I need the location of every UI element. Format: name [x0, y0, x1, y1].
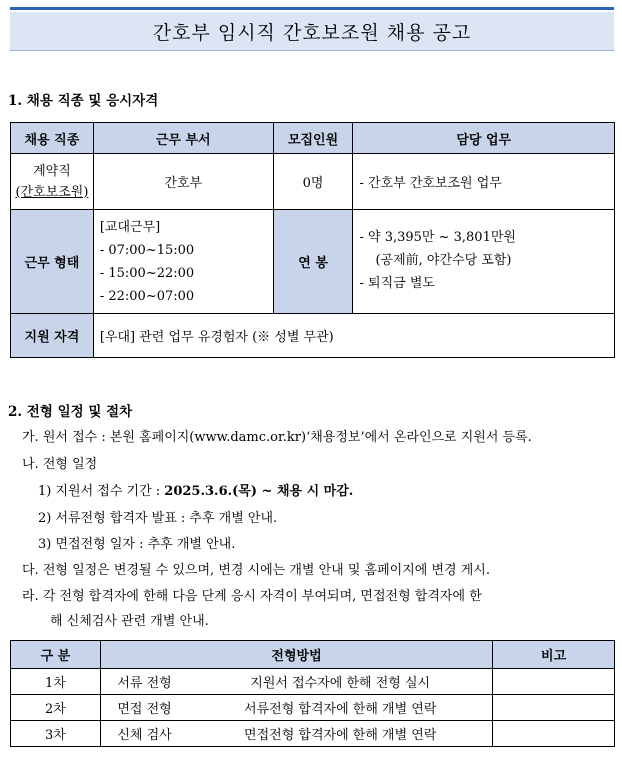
- step-1-prefix: 1) 지원서 접수 기간 :: [38, 484, 165, 499]
- work-type-label: 근무 형태: [11, 210, 94, 314]
- salary-cell: [353, 210, 615, 314]
- title-top-rule: [10, 7, 614, 10]
- stage-cell: 3차: [11, 721, 101, 747]
- header-duty: 담당 업무: [353, 123, 615, 154]
- section1-heading: 1. 채용 직종 및 응시자격: [8, 93, 159, 109]
- page-title: 간호부 임시직 간호보조원 채용 공고: [10, 12, 614, 51]
- para-ra-line1: 라. 각 전형 합격자에 한해 다음 단계 응시 자격이 부여되며, 면접전형 합격자에 한: [22, 589, 482, 604]
- job-table-row: [11, 154, 615, 210]
- job-type-cell: [11, 154, 94, 210]
- process-row: [11, 695, 615, 721]
- header-job-type: 채용 직종: [11, 123, 94, 154]
- para-ra-line2: 해 신체검사 관련 개별 안내.: [50, 614, 209, 629]
- section2-heading: 2. 전형 일정 및 절차: [8, 404, 133, 420]
- header-method: 전형방법: [100, 641, 492, 669]
- process-table: [10, 640, 615, 747]
- process-row: [11, 721, 615, 747]
- step-3: 3) 면접전형 일자 : 추후 개별 안내.: [38, 537, 236, 552]
- method-cell: 신체 검사: [100, 721, 188, 747]
- work-type-cell: [93, 210, 273, 314]
- job-table-header-row: [11, 123, 615, 154]
- job-table: [10, 122, 615, 358]
- note-cell: [493, 669, 615, 695]
- count-cell: 0명: [273, 154, 353, 210]
- salary-line: (공제前, 야간수당 포함): [375, 253, 512, 268]
- stage-cell: 2차: [11, 695, 101, 721]
- shift-line: - 15:00~22:00: [99, 265, 195, 281]
- method-cell: 서류 전형: [100, 669, 188, 695]
- salary-label: 연 봉: [273, 210, 353, 314]
- title-banner: [10, 7, 614, 51]
- qualification-cell: [우대] 관련 업무 유경험자 (※ 성별 무관): [93, 314, 614, 358]
- process-row: [11, 669, 615, 695]
- desc-cell: 서류전형 합격자에 한해 개별 연락: [188, 695, 492, 721]
- method-cell: 면접 전형: [100, 695, 188, 721]
- job-type-line1: 계약직: [33, 163, 71, 179]
- stage-cell: 1차: [11, 669, 101, 695]
- step-2: 2) 서류전형 합격자 발표 : 추후 개별 안내.: [38, 511, 278, 526]
- job-type-line2: (간호보조원): [15, 184, 89, 200]
- salary-line: - 퇴직금 별도: [359, 276, 435, 291]
- shift-line: - 07:00~15:00: [99, 242, 195, 258]
- shift-line: - 22:00~07:00: [99, 288, 195, 304]
- duty-cell: - 간호부 간호보조원 업무: [353, 154, 615, 210]
- qualification-row: [11, 314, 615, 358]
- note-cell: [493, 721, 615, 747]
- step-1: [38, 480, 353, 499]
- note-cell: [493, 695, 615, 721]
- qualification-label: 지원 자격: [11, 314, 94, 358]
- process-header-row: [11, 641, 615, 669]
- para-da: 다. 전형 일정은 변경될 수 있으며, 변경 시에는 개별 안내 및 홈페이지에 변경 게시.: [22, 563, 490, 578]
- para-na: 나. 전형 일정: [22, 457, 98, 472]
- desc-cell: 면접전형 합격자에 한해 개별 연락: [188, 721, 492, 747]
- header-department: 근무 부서: [93, 123, 273, 154]
- header-note: 비고: [493, 641, 615, 669]
- header-stage: 구 분: [11, 641, 101, 669]
- step-1-date: 2025.3.6.(목) ~ 채용 시 마감.: [164, 484, 354, 499]
- work-type-row: [11, 210, 615, 314]
- header-count: 모집인원: [273, 123, 353, 154]
- salary-line: - 약 3,395만 ~ 3,801만원: [359, 230, 516, 245]
- department-cell: 간호부: [93, 154, 273, 210]
- shift-line: [교대근무]: [99, 219, 161, 235]
- desc-cell: 지원서 접수자에 한해 전형 실시: [188, 669, 492, 695]
- para-ga: 가. 원서 접수 : 본원 홈페이지(www.damc.or.kr)‘채용정보’에서 온라인으로 지원서 등록.: [22, 430, 532, 445]
